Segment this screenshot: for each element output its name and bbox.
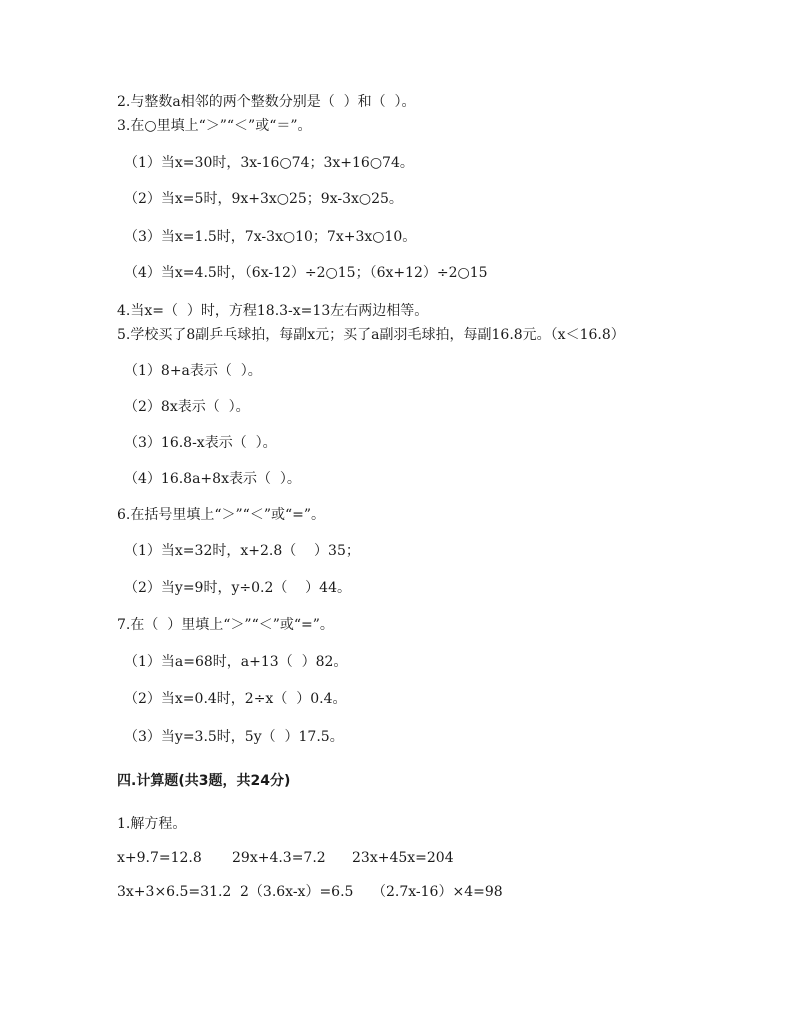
equation: 2（3.6x-x）=6.5 (240, 884, 354, 900)
question-7-item-2: （2）当x=0.4时，2÷x（ ）0.4。 (124, 691, 347, 707)
question-6-item-2: （2）当y=9时，y÷0.2（ ）44。 (124, 580, 351, 596)
section-4-heading: 四.计算题(共3题，共24分) (117, 773, 291, 789)
question-5-item-3: （3）16.8-x表示（ ）。 (124, 435, 277, 451)
question-7-item-1: （1）当a=68时，a+13（ ）82。 (124, 654, 348, 670)
question-3-item-4: （4）当x=4.5时，（6x-12）÷2○15；（6x+12）÷2○15 (124, 265, 488, 281)
equation: 29x+4.3=7.2 (232, 850, 326, 866)
question-4: 4.当x=（ ）时，方程18.3-x=13左右两边相等。 (117, 303, 429, 319)
question-5: 5.学校买了8副乒乓球拍，每副x元；买了a副羽毛球拍，每副16.8元。（x＜16.8） (117, 327, 625, 343)
equation: （2.7x-16）×4=98 (372, 884, 503, 900)
equation: x+9.7=12.8 (117, 850, 202, 866)
question-7: 7.在（ ）里填上“＞”“＜”或“=”。 (117, 617, 334, 633)
equation: 23x+45x=204 (352, 850, 454, 866)
question-5-item-4: （4）16.8a+8x表示（ ）。 (124, 471, 301, 487)
question-3-item-2: （2）当x=5时，9x+3x○25；9x-3x○25。 (124, 191, 403, 207)
question-2: 2.与整数a相邻的两个整数分别是（ ）和（ ）。 (117, 94, 416, 110)
question-3: 3.在○里填上“＞”“＜”或“＝”。 (117, 118, 312, 134)
question-3-item-3: （3）当x=1.5时，7x-3x○10；7x+3x○10。 (124, 229, 417, 245)
question-6-item-1: （1）当x=32时，x+2.8（ ）35； (124, 543, 360, 559)
equation: 3x+3×6.5=31.2 (117, 884, 232, 900)
question-5-item-1: （1）8+a表示（ ）。 (124, 363, 262, 379)
question-3-item-1: （1）当x=30时，3x-16○74；3x+16○74。 (124, 155, 414, 171)
question-6: 6.在括号里填上“＞”“＜”或“=”。 (117, 507, 326, 523)
question-7-item-3: （3）当y=3.5时，5y（ ）17.5。 (124, 729, 344, 745)
section-4-question-1: 1.解方程。 (117, 816, 187, 832)
question-5-item-2: （2）8x表示（ ）。 (124, 399, 250, 415)
